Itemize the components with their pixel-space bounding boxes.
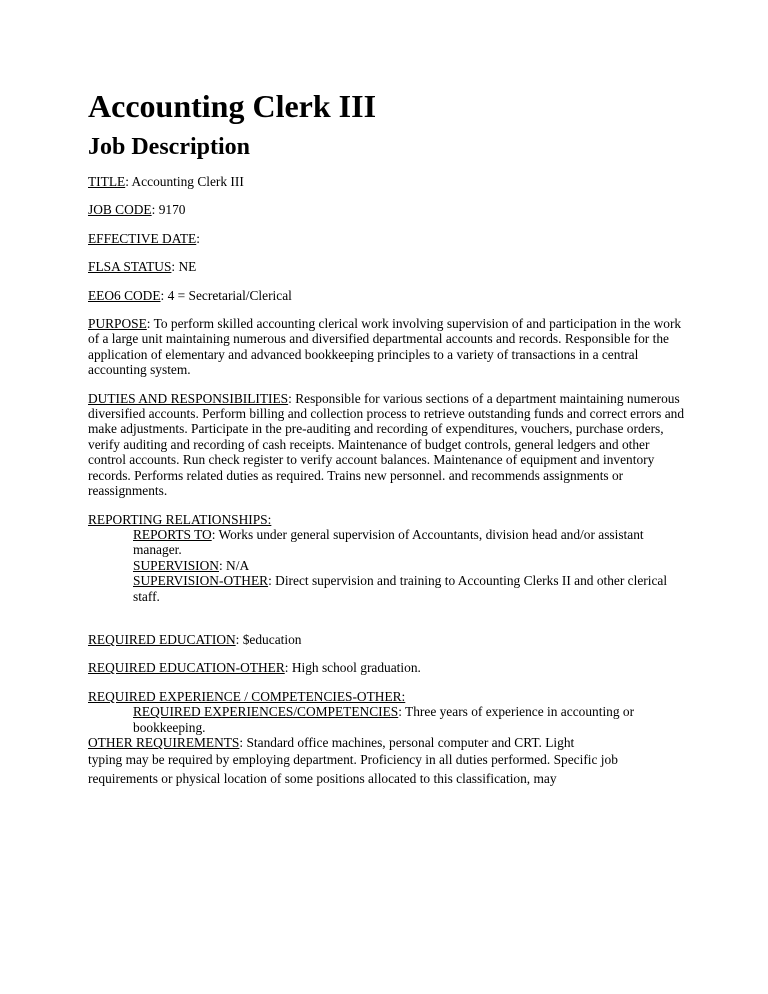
- required-experiences-label: REQUIRED EXPERIENCES/COMPETENCIES: [133, 704, 399, 720]
- document-subtitle: Job Description: [88, 134, 250, 160]
- reporting-relationships-section: [88, 512, 688, 604]
- required-experience-section: [88, 689, 688, 789]
- required-experience-label: REQUIRED EXPERIENCE / COMPETENCIES-OTHER:: [88, 688, 406, 704]
- supervision-other-label: SUPERVISION-OTHER: [133, 573, 269, 589]
- required-education-value: : $education: [235, 631, 302, 647]
- field-eeo6-code-label: EEO6 CODE: [88, 287, 161, 303]
- field-required-education-other: [88, 660, 688, 675]
- supervision-other-value: : Direct supervision and training to Accounting Clerks II and other clerical staff.: [133, 573, 668, 604]
- field-title-value: : Accounting Clerk III: [125, 174, 244, 189]
- field-effective-date: [88, 231, 688, 246]
- reporting-relationships-label: REPORTING RELATIONSHIPS:: [88, 511, 272, 527]
- supervision-value: : N/A: [218, 557, 250, 573]
- field-effective-date-label: EFFECTIVE DATE: [88, 230, 197, 246]
- document-title: Accounting Clerk III: [88, 88, 377, 124]
- field-job-code-value: : 9170: [151, 202, 186, 218]
- required-experiences: [88, 704, 688, 735]
- reporting-relationships-heading: [88, 512, 688, 527]
- required-education-other-value: : High school graduation.: [284, 660, 421, 676]
- field-purpose-label: PURPOSE: [88, 316, 147, 332]
- field-duties: [88, 391, 688, 499]
- field-job-code-label: JOB CODE: [88, 202, 152, 218]
- required-education-other-label: REQUIRED EDUCATION-OTHER: [88, 660, 285, 676]
- field-title: [88, 174, 688, 189]
- other-requirements-continued: typing may be required by employing department. Proficiency in all duties performed. Specific job requirements or physical location of some positions allocated to this classification, may: [88, 752, 618, 787]
- field-required-education: [88, 632, 688, 647]
- field-flsa-status: [88, 259, 688, 274]
- field-flsa-status-value: : NE: [171, 259, 197, 275]
- reports-to-value: : Works under general supervision of Accountants, division head and/or assistant manager.: [133, 526, 644, 558]
- document-page: [88, 88, 688, 788]
- reports-to: [88, 527, 688, 558]
- field-job-code: [88, 202, 688, 217]
- supervision-other: [88, 573, 688, 604]
- field-duties-label: DUTIES AND RESPONSIBILITIES: [88, 390, 289, 406]
- required-experience-heading: [88, 689, 688, 704]
- other-requirements-label: OTHER REQUIREMENTS: [88, 734, 240, 750]
- supervision: [88, 558, 688, 573]
- field-flsa-status-label: FLSA STATUS: [88, 259, 172, 275]
- other-requirements-value-line1: : Standard office machines, personal computer and CRT. Light: [239, 734, 575, 750]
- field-eeo6-code: [88, 288, 688, 303]
- field-effective-date-value: :: [196, 230, 200, 246]
- reports-to-label: REPORTS TO: [133, 526, 212, 542]
- other-requirements: [88, 735, 688, 750]
- supervision-label: SUPERVISION: [133, 557, 219, 573]
- required-experiences-value: : Three years of experience in accounting or bookkeeping.: [133, 704, 635, 735]
- field-eeo6-code-value: : 4 = Secretarial/Clerical: [160, 287, 292, 303]
- field-duties-value: : Responsible for various sections of a department maintaining numerous diversified accounts. Perform billing and collection process to retrieve outstanding funds and correct errors and make adjustments. Participate in the pre-auditing and recording of expenditures, vouchers, purchase orders, verify auditing and recording of cash receipts. Maintenance of budget controls, general ledgers and other control accounts. Run check register to verify account balances. Maintenance of equipment and inventory records. Performs related duties as required. Trains new personnel. and recommends assignments or reassignments.: [88, 390, 685, 499]
- field-title-label: TITLE: [88, 174, 126, 189]
- field-purpose: [88, 316, 688, 378]
- field-purpose-value: : To perform skilled accounting clerical work involving supervision of and participation in the work of a large unit maintaining numerous and diversified departmental accounts and records. Responsible for the application of elementary and advanced bookkeeping principles to a variety of transactions in a central accounting system.: [88, 316, 682, 378]
- required-education-label: REQUIRED EDUCATION: [88, 631, 236, 647]
